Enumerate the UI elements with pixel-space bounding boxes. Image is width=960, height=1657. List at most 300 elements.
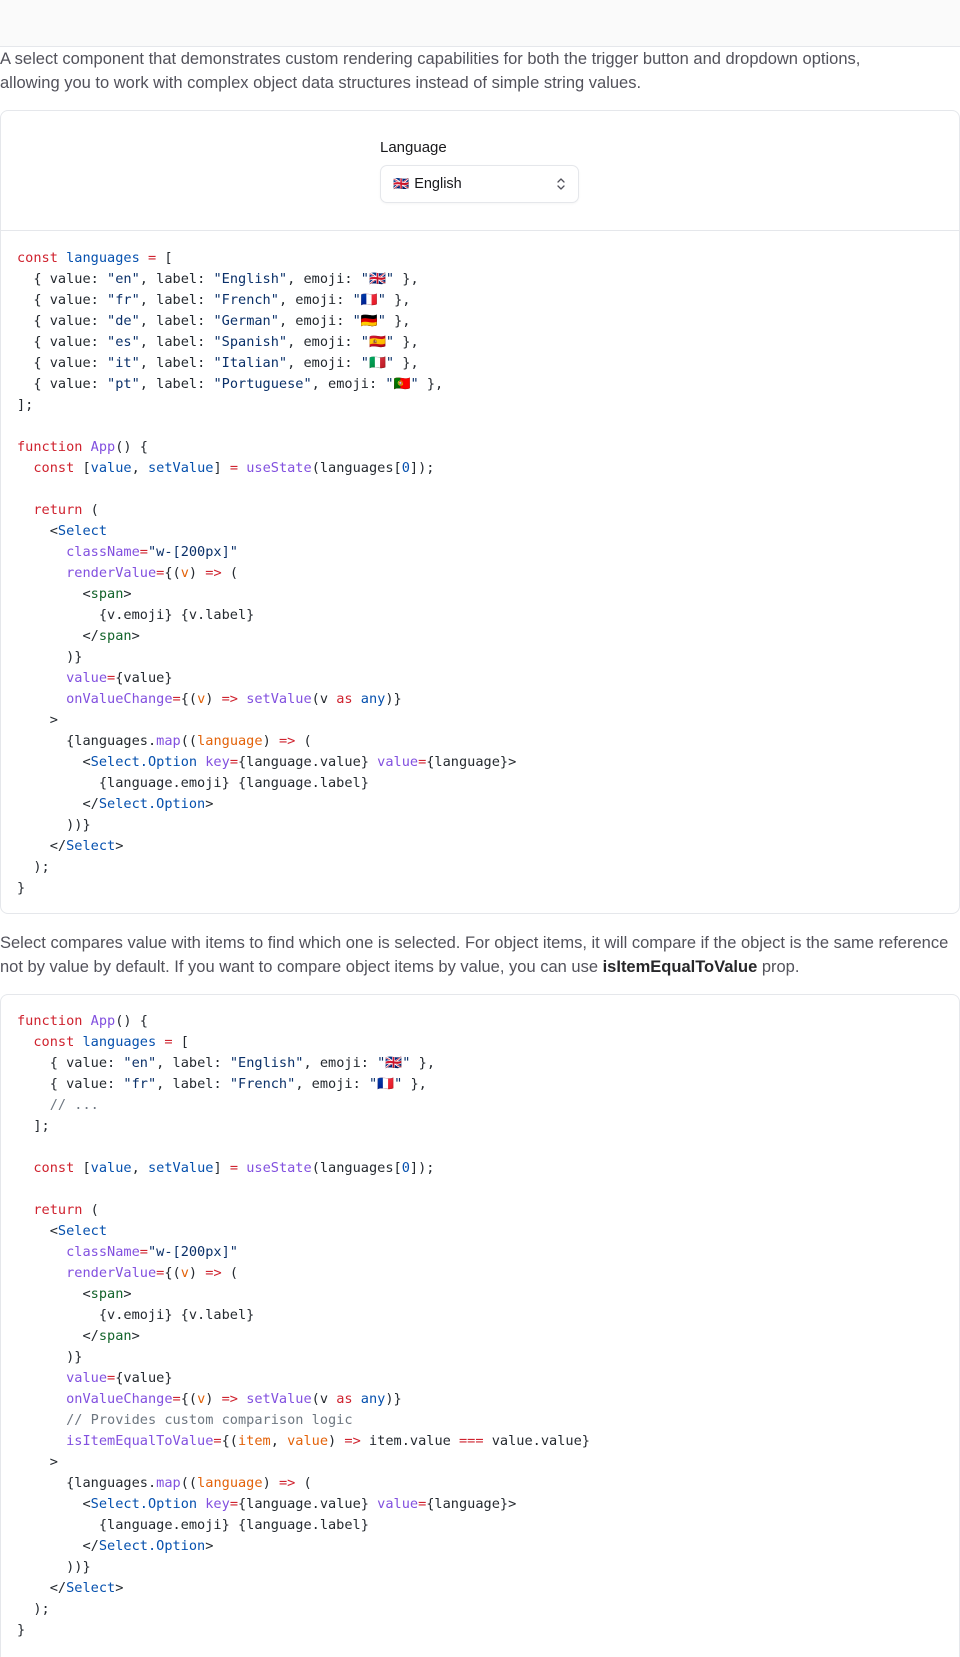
code-token: < <box>17 754 91 770</box>
code-line <box>17 248 943 269</box>
code-token: any <box>360 691 386 707</box>
code-token: "🇬🇧" <box>360 271 395 287</box>
code-token: // ... <box>17 1097 99 1113</box>
code-token: v <box>197 1391 206 1407</box>
code-token: "🇪🇸" <box>360 334 395 350</box>
code-line <box>17 752 943 773</box>
code-token: languages <box>82 1034 165 1050</box>
code-token: { value: <box>17 334 108 350</box>
selected-flag-icon: 🇬🇧 <box>393 176 410 191</box>
code-token: ))} <box>17 1559 91 1575</box>
code-token: { value: <box>17 355 108 371</box>
code-token: </ <box>17 1580 67 1596</box>
code-token: = <box>156 1265 165 1281</box>
code-token: const <box>17 250 67 266</box>
compare-description <box>0 931 960 979</box>
code-token: "en" <box>107 271 140 287</box>
code-line <box>17 1389 943 1410</box>
code-token: > <box>115 838 124 854</box>
code-token: ) <box>262 1475 279 1491</box>
code-token: = <box>213 1433 222 1449</box>
language-select-trigger[interactable] <box>380 165 579 203</box>
code-line <box>17 542 943 563</box>
code-token: < <box>17 1286 91 1302</box>
code-line <box>17 584 943 605</box>
code-line <box>17 1452 943 1473</box>
code-token: ( <box>90 1202 99 1218</box>
code-token: const <box>17 1034 83 1050</box>
code-token: Select <box>57 523 108 539</box>
code-token: => <box>205 1265 230 1281</box>
code-token: [ <box>82 460 91 476</box>
code-token: (v <box>311 691 337 707</box>
code-line <box>17 1263 943 1284</box>
code-token: "en" <box>123 1055 157 1071</box>
code-token: } <box>17 1622 26 1638</box>
code-token: v <box>180 1265 189 1281</box>
code-line <box>17 479 943 500</box>
code-line <box>17 1536 943 1557</box>
code-token: {v.emoji} {v.label} <box>17 607 255 623</box>
code-token: </ <box>17 1538 99 1554</box>
code-token: value.value} <box>491 1433 590 1449</box>
code-line <box>17 1011 943 1032</box>
code-token: item.value <box>368 1433 459 1449</box>
code-token: value <box>90 460 132 476</box>
code-token: } <box>17 880 26 896</box>
code-token: "🇫🇷" <box>368 1076 403 1092</box>
code-line <box>17 1368 943 1389</box>
code-token: { value: <box>17 376 108 392</box>
code-token: {language.emoji} {language.label} <box>17 1517 369 1533</box>
code-token: ) <box>262 733 279 749</box>
code-token: > <box>131 628 140 644</box>
code-token: )} <box>385 691 402 707</box>
code-token: // Provides custom comparison logic <box>17 1412 353 1428</box>
code-token: value <box>17 1370 108 1386</box>
code-token: "it" <box>107 355 140 371</box>
code-block-compare <box>1 995 959 1641</box>
code-token: {languages. <box>17 733 157 749</box>
code-line <box>17 773 943 794</box>
code-token: key <box>205 754 230 770</box>
code-line <box>17 1305 943 1326</box>
code-line <box>17 1473 943 1494</box>
code-token: const <box>17 1160 83 1176</box>
code-token: span <box>98 1328 132 1344</box>
code-line <box>17 1116 943 1137</box>
code-line <box>17 878 943 899</box>
code-token: , label: <box>156 1055 230 1071</box>
code-token: , label: <box>139 376 214 392</box>
code-token: "w-[200px]" <box>147 544 238 560</box>
example-card <box>0 110 960 914</box>
code-token: > <box>123 1286 132 1302</box>
code-token: setValue <box>246 691 312 707</box>
code-token: { value: <box>17 1055 124 1071</box>
code-token: "Italian" <box>213 355 288 371</box>
code-token: }, <box>385 292 411 308</box>
code-token: function <box>17 439 91 455</box>
code-token: ] <box>213 1160 230 1176</box>
code-token: , emoji: <box>311 376 386 392</box>
preview-area <box>1 111 959 231</box>
code-line <box>17 1494 943 1515</box>
compare-prop-name: isItemEqualToValue <box>602 958 758 976</box>
code-token: className <box>17 544 140 560</box>
code-token: < <box>17 1496 91 1512</box>
code-token: , emoji: <box>287 334 361 350</box>
code-token: as <box>336 1391 361 1407</box>
code-token: ) <box>188 565 206 581</box>
code-token: => <box>278 733 304 749</box>
code-token: ) <box>205 1391 222 1407</box>
code-line <box>17 374 943 395</box>
code-token: {value} <box>115 670 173 686</box>
code-token: { value: <box>17 313 108 329</box>
code-token: App <box>90 439 116 455</box>
code-token: = <box>107 1370 116 1386</box>
code-token: {language}> <box>426 1496 517 1512</box>
code-token: ]; <box>17 397 34 413</box>
code-token: = <box>229 1160 247 1176</box>
code-line <box>17 521 943 542</box>
code-token: , label: <box>139 271 214 287</box>
code-token: () { <box>115 439 148 455</box>
code-line <box>17 794 943 815</box>
code-line <box>17 1179 943 1200</box>
code-token: language <box>197 1475 263 1491</box>
code-token: = <box>229 1496 238 1512</box>
code-line <box>17 1200 943 1221</box>
code-token: {( <box>164 565 181 581</box>
code-token: }, <box>418 376 444 392</box>
code-token: "pt" <box>107 376 140 392</box>
code-token: => <box>221 1391 247 1407</box>
code-token: ) <box>328 1433 345 1449</box>
code-token: ( <box>229 1265 239 1281</box>
code-token: ( <box>229 565 239 581</box>
code-token: {v.emoji} {v.label} <box>17 1307 255 1323</box>
code-token: ]); <box>409 1160 435 1176</box>
code-token: "w-[200px]" <box>147 1244 238 1260</box>
code-token: , label: <box>139 313 214 329</box>
code-token: return <box>17 1202 91 1218</box>
code-line <box>17 1326 943 1347</box>
code-line <box>17 1347 943 1368</box>
code-token: useState <box>246 460 312 476</box>
code-token: setValue <box>147 460 214 476</box>
code-token: > <box>205 796 214 812</box>
code-token: "fr" <box>123 1076 157 1092</box>
code-token: any <box>360 1391 386 1407</box>
code-line <box>17 1158 943 1179</box>
code-token: {( <box>221 1433 238 1449</box>
code-token: value <box>90 1160 132 1176</box>
code-line <box>17 1515 943 1536</box>
compare-text-after: prop. <box>757 958 800 976</box>
code-line <box>17 647 943 668</box>
code-token: > <box>123 586 132 602</box>
code-token: => <box>221 691 247 707</box>
code-line <box>17 689 943 710</box>
code-token: span <box>90 1286 124 1302</box>
code-line <box>17 1137 943 1158</box>
selected-language-label: English <box>414 176 462 192</box>
code-token: ( <box>303 733 312 749</box>
code-token: }, <box>402 1076 427 1092</box>
code-token: (( <box>180 1475 198 1491</box>
code-token: > <box>205 1538 214 1554</box>
code-token: > <box>115 1580 124 1596</box>
code-token: [ <box>180 1034 189 1050</box>
code-token: map <box>156 1475 181 1491</box>
code-token: map <box>156 733 181 749</box>
code-line <box>17 626 943 647</box>
code-line <box>17 710 943 731</box>
code-token: {( <box>180 1391 198 1407</box>
code-token: "German" <box>213 313 279 329</box>
code-token: )} <box>17 1349 83 1365</box>
code-token: > <box>17 712 58 728</box>
code-token: = <box>172 1391 181 1407</box>
code-line <box>17 1074 943 1095</box>
code-line <box>17 605 943 626</box>
code-line <box>17 1410 943 1431</box>
code-token: "🇩🇪" <box>352 313 386 329</box>
code-token: Select <box>66 838 116 854</box>
code-block-basic <box>1 231 959 899</box>
code-token: { value: <box>17 271 108 287</box>
code-token: > <box>17 1454 58 1470</box>
code-token: , emoji: <box>287 271 361 287</box>
code-token: ) <box>188 1265 206 1281</box>
code-token: 0 <box>401 460 410 476</box>
intro-description: A select component that demonstrates custom rendering capabilities for both the trigger button and dropdown options, allowing you to work with complex object data structures instead of simple string values. <box>0 50 861 92</box>
code-token: > <box>131 1328 140 1344</box>
code-token: = <box>229 754 238 770</box>
code-token: = <box>164 1034 181 1050</box>
code-token: value <box>377 754 419 770</box>
code-token: renderValue <box>17 1265 157 1281</box>
code-line <box>17 731 943 752</box>
code-token: = <box>147 250 165 266</box>
code-token: value <box>17 670 108 686</box>
code-line <box>17 458 943 479</box>
code-token: value <box>287 1433 329 1449</box>
code-token: ))} <box>17 817 91 833</box>
code-token: {( <box>180 691 198 707</box>
code-line <box>17 395 943 416</box>
code-token: , emoji: <box>278 292 353 308</box>
code-token: 0 <box>401 1160 410 1176</box>
code-token: ( <box>90 502 99 518</box>
code-token: {value} <box>115 1370 173 1386</box>
code-token: span <box>98 628 132 644</box>
code-token: return <box>17 502 91 518</box>
code-token: )} <box>385 1391 402 1407</box>
code-token: language <box>197 733 263 749</box>
code-token: onValueChange <box>17 691 173 707</box>
code-line <box>17 1578 943 1599</box>
code-token: Select.Option <box>98 796 206 812</box>
code-token: === <box>459 1433 492 1449</box>
code-token: < <box>17 523 58 539</box>
code-token: , <box>270 1433 288 1449</box>
code-token: , <box>131 1160 148 1176</box>
code-token: "es" <box>107 334 140 350</box>
code-token: }, <box>385 313 411 329</box>
code-token: Select.Option <box>90 754 206 770</box>
code-token: }, <box>394 355 419 371</box>
code-token: isItemEqualToValue <box>17 1433 214 1449</box>
code-line <box>17 1599 943 1620</box>
code-token: , emoji: <box>303 1055 378 1071</box>
code-token: , label: <box>139 334 214 350</box>
code-line <box>17 1431 943 1452</box>
code-token: </ <box>17 628 99 644</box>
code-token: () { <box>115 1013 148 1029</box>
code-token: ]; <box>17 1118 50 1134</box>
code-token: v <box>180 565 189 581</box>
code-token: key <box>205 1496 230 1512</box>
code-line <box>17 1221 943 1242</box>
code-token: = <box>418 1496 427 1512</box>
code-token: "🇵🇹" <box>385 376 419 392</box>
code-token: => <box>344 1433 369 1449</box>
code-line <box>17 563 943 584</box>
code-token: const <box>17 460 83 476</box>
code-token: = <box>172 691 181 707</box>
compare-text-before: Select compares value with items to find which one is selected. For object items, it will compare if the object is the same reference not by value by default. If you want to compare object items by value, you can use <box>0 934 949 976</box>
code-token: "de" <box>107 313 140 329</box>
code-token: < <box>17 586 91 602</box>
code-token: , emoji: <box>287 355 361 371</box>
code-token: , emoji: <box>278 313 353 329</box>
code-token: Select <box>66 1580 116 1596</box>
code-token: ); <box>17 1601 50 1617</box>
code-token: ]); <box>409 460 435 476</box>
code-token: [ <box>82 1160 91 1176</box>
code-token: span <box>90 586 124 602</box>
code-token: , emoji: <box>295 1076 369 1092</box>
language-field-label: Language <box>380 139 447 156</box>
code-line <box>17 1095 943 1116</box>
code-token: languages <box>66 250 148 266</box>
code-token: App <box>90 1013 116 1029</box>
code-token: "Portuguese" <box>213 376 312 392</box>
code-line <box>17 269 943 290</box>
code-line <box>17 857 943 878</box>
code-token: v <box>197 691 206 707</box>
code-token: "Spanish" <box>213 334 288 350</box>
code-token: {language.emoji} {language.label} <box>17 775 369 791</box>
code-token: }, <box>394 334 419 350</box>
code-token: "English" <box>229 1055 304 1071</box>
code-token: "🇮🇹" <box>360 355 395 371</box>
code-token: { value: <box>17 292 108 308</box>
code-line <box>17 1557 943 1578</box>
code-token: = <box>107 670 116 686</box>
code-token: ] <box>213 460 230 476</box>
code-token: [ <box>164 250 173 266</box>
code-line <box>17 500 943 521</box>
code-line <box>17 311 943 332</box>
example-card-compare <box>0 994 960 1657</box>
code-token: "English" <box>213 271 288 287</box>
code-token: function <box>17 1013 91 1029</box>
code-token: item <box>237 1433 271 1449</box>
code-token: }, <box>410 1055 436 1071</box>
code-token: ); <box>17 859 50 875</box>
code-token: {language.value} <box>238 754 378 770</box>
code-token: (languages[ <box>311 460 402 476</box>
code-line <box>17 290 943 311</box>
code-token: {language.value} <box>238 1496 378 1512</box>
code-token: , <box>131 460 148 476</box>
code-token: {( <box>164 1265 181 1281</box>
code-token: => <box>205 565 230 581</box>
code-token: (languages[ <box>311 1160 402 1176</box>
chevron-up-down-icon <box>556 177 566 191</box>
code-token: "French" <box>213 292 279 308</box>
code-line <box>17 836 943 857</box>
code-token: useState <box>246 1160 312 1176</box>
code-token: onValueChange <box>17 1391 173 1407</box>
code-line <box>17 1242 943 1263</box>
code-token: {language}> <box>426 754 517 770</box>
code-token: ( <box>303 1475 312 1491</box>
code-token: "fr" <box>107 292 140 308</box>
code-token: }, <box>394 271 419 287</box>
code-line <box>17 332 943 353</box>
code-token: as <box>336 691 361 707</box>
code-token: </ <box>17 796 99 812</box>
code-token: "🇬🇧" <box>377 1055 411 1071</box>
code-token: { value: <box>17 1076 124 1092</box>
code-token: , label: <box>156 1076 230 1092</box>
code-token: = <box>139 1244 148 1260</box>
code-token: , label: <box>139 292 214 308</box>
code-token: setValue <box>147 1160 214 1176</box>
code-token: , label: <box>139 355 214 371</box>
code-token: "🇫🇷" <box>352 292 386 308</box>
code-token: = <box>156 565 165 581</box>
code-line <box>17 353 943 374</box>
code-token: renderValue <box>17 565 157 581</box>
code-line <box>17 437 943 458</box>
code-token: value <box>377 1496 419 1512</box>
code-token: < <box>17 1223 58 1239</box>
code-token: = <box>418 754 427 770</box>
code-token: ) <box>205 691 222 707</box>
code-token: = <box>229 460 247 476</box>
code-line <box>17 416 943 437</box>
code-token: Select.Option <box>90 1496 206 1512</box>
code-line <box>17 815 943 836</box>
code-line <box>17 1620 943 1641</box>
code-line <box>17 668 943 689</box>
code-token: </ <box>17 838 67 854</box>
code-token: Select <box>57 1223 108 1239</box>
code-token: className <box>17 1244 140 1260</box>
code-token: {languages. <box>17 1475 157 1491</box>
code-token: (( <box>180 733 198 749</box>
code-token: = <box>139 544 148 560</box>
code-token: => <box>278 1475 304 1491</box>
code-token: "French" <box>229 1076 296 1092</box>
code-line <box>17 1284 943 1305</box>
